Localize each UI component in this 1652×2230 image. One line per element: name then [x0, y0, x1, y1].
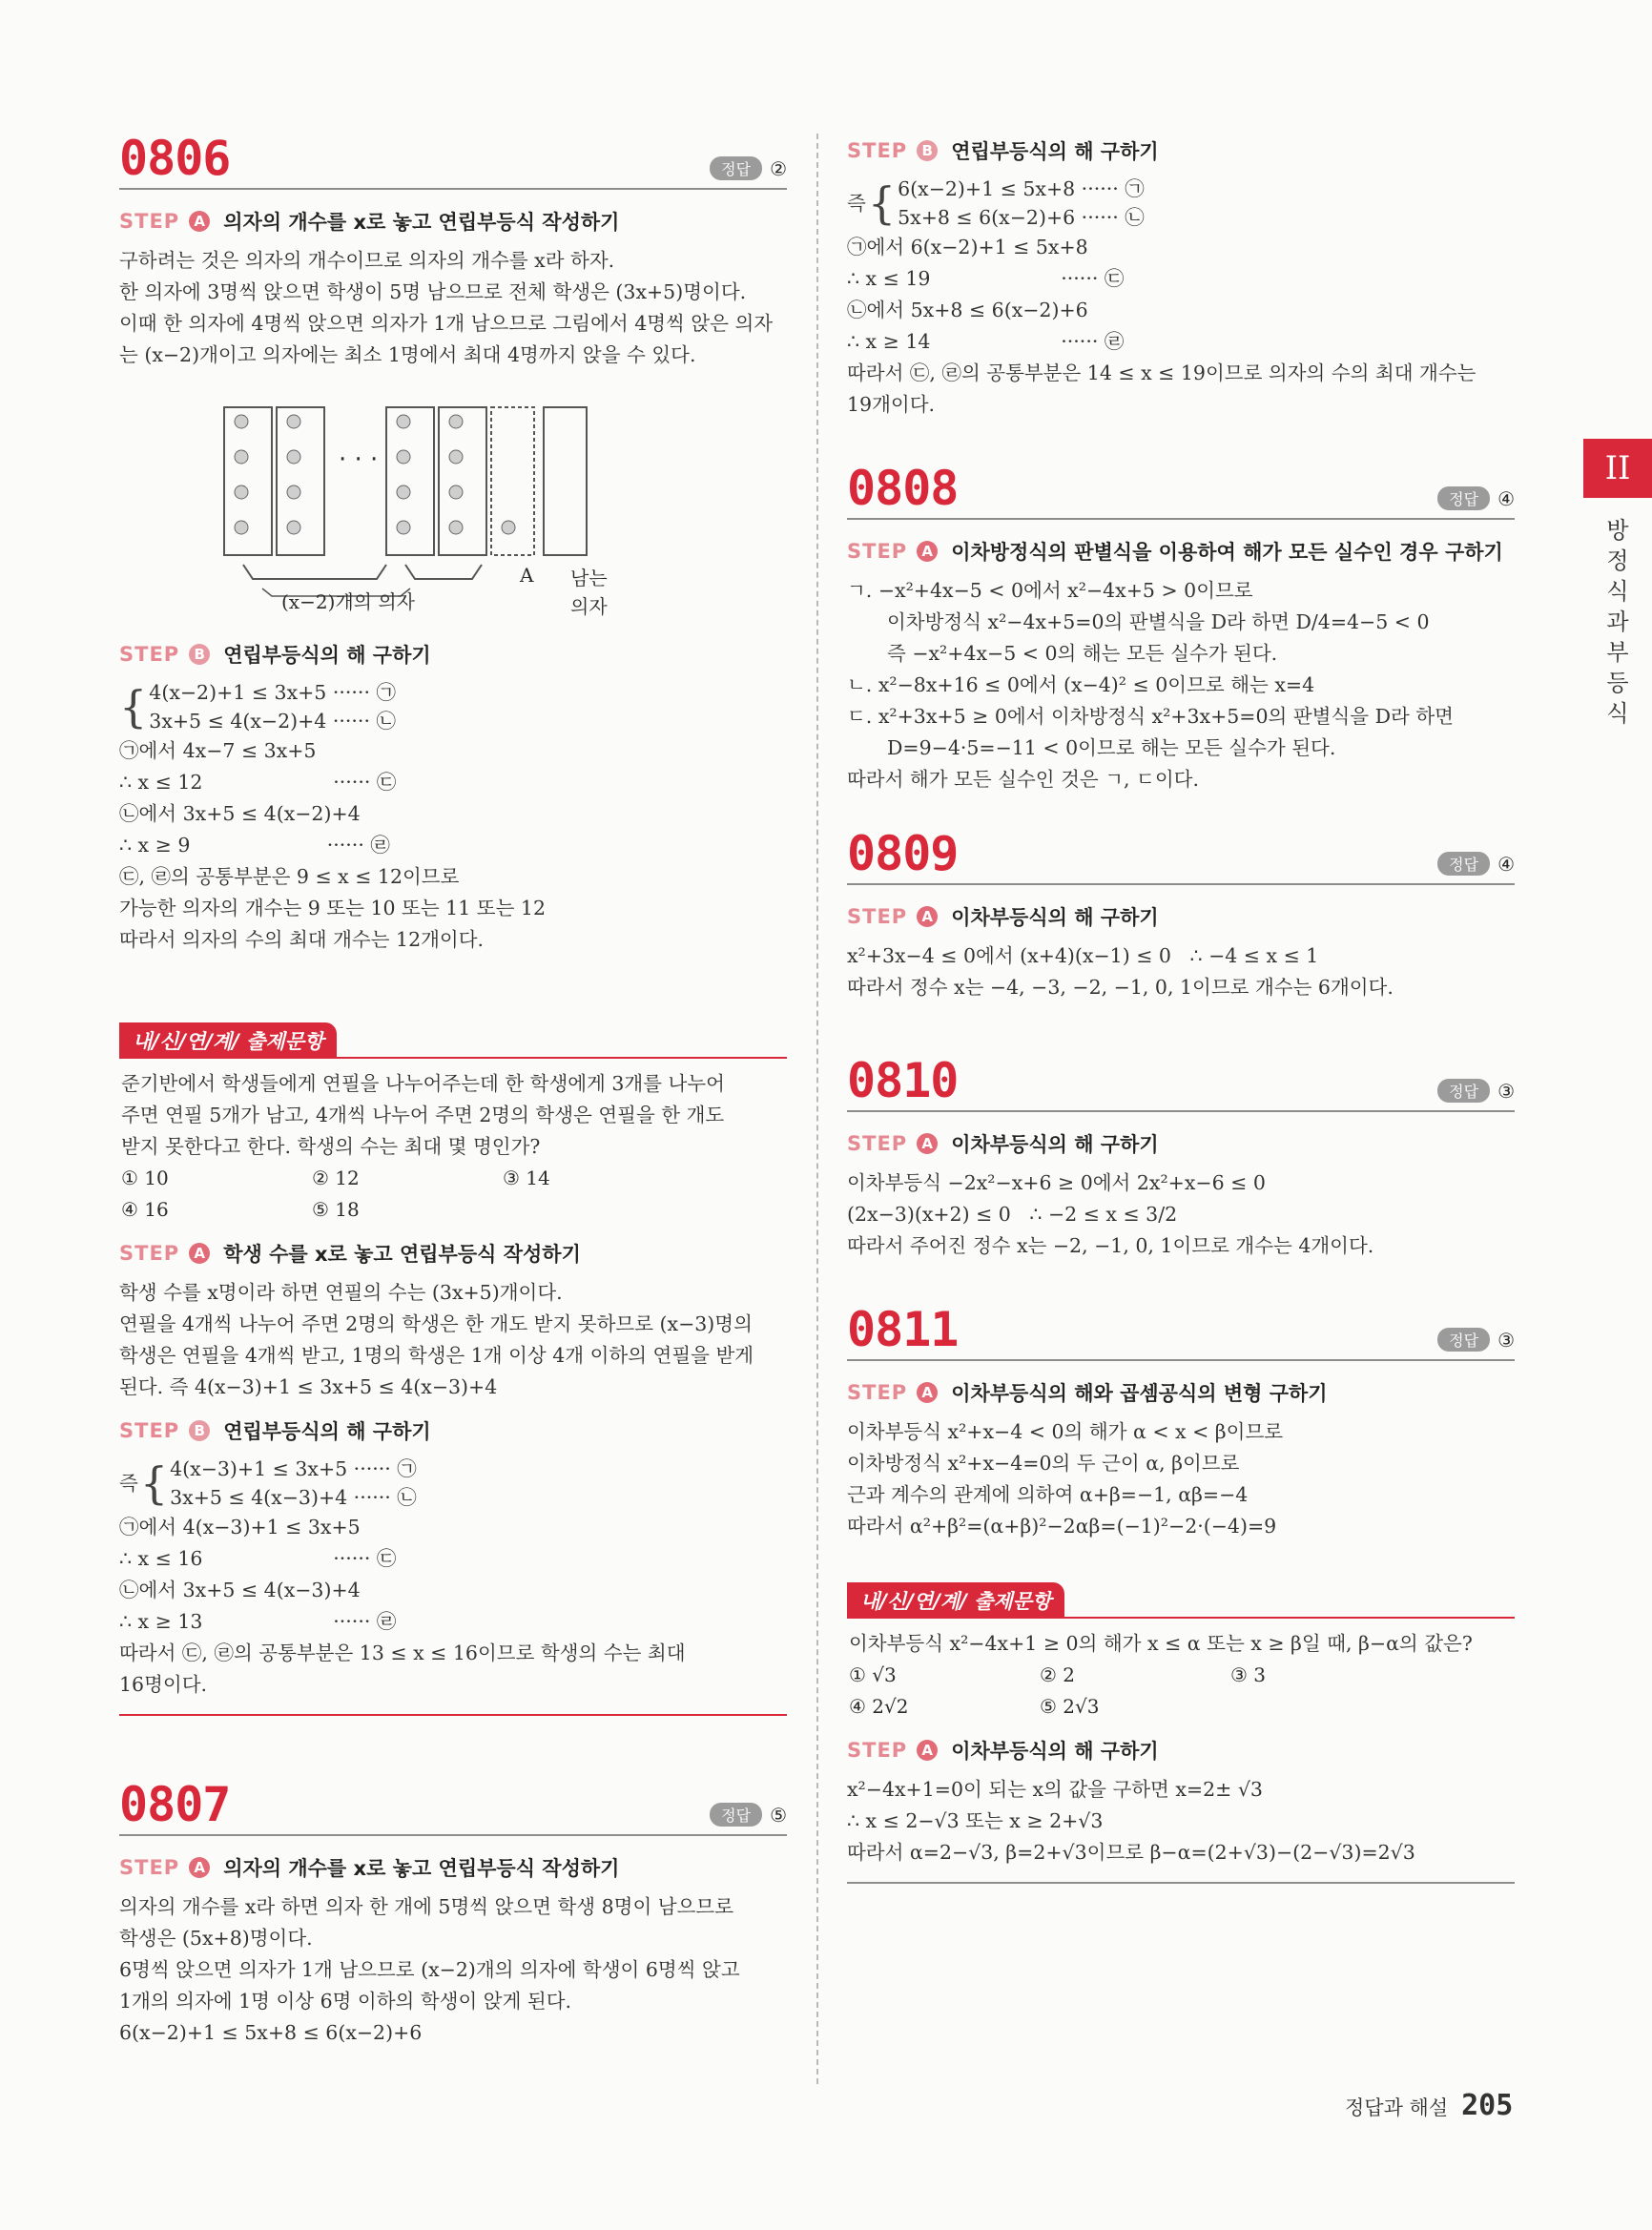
step-a-heading [847, 537, 1515, 566]
text-line: 이차방정식 x²−4x+5=0의 판별식을 D라 하면 D/4=4−5 < 0 [887, 610, 1430, 633]
solution-text [119, 735, 787, 956]
text-line: 학생은 연필을 4개씩 받고, 1명의 학생은 1개 이상 4개 이하의 연필을 받게 [119, 1344, 754, 1367]
text-line: ∴ x ≥ 14 ······ ㉣ [847, 330, 1125, 353]
text-line: 즉 −x²+4x−5 < 0의 해는 모든 실수가 된다. [887, 642, 1278, 665]
step-tag: STEP [119, 1242, 180, 1265]
text-line: 따라서 의자의 수의 최대 개수는 12개이다. [119, 928, 485, 951]
choice: ⑤ 2√3 [1040, 1695, 1100, 1718]
question-line: 받지 못한다고 한다. 학생의 수는 최대 몇 명인가? [121, 1135, 541, 1158]
related-question [119, 1068, 787, 1226]
solution-text [119, 1277, 787, 1403]
answer [710, 1803, 787, 1827]
problem-header-0811 [847, 1300, 1515, 1361]
text-line: 학생은 (5x+8)명이다. [119, 1927, 313, 1950]
solution-text [119, 1891, 787, 2049]
problem-number: 0806 [119, 131, 231, 186]
text-line: ㉡에서 3x+5 ≤ 4(x−3)+4 [119, 1579, 361, 1601]
page-footer [1345, 2089, 1513, 2122]
step-tag: STEP [847, 905, 908, 928]
answer [1437, 852, 1515, 876]
step-a-heading [119, 1853, 787, 1882]
step-letter-icon: A [189, 211, 210, 232]
system-line: 3x+5 ≤ 4(x−3)+4 ······ ㉡ [170, 1486, 417, 1509]
problem-header-0808 [847, 459, 1515, 520]
system-line: 3x+5 ≤ 4(x−2)+4 ······ ㉡ [149, 710, 396, 733]
step-a-heading [847, 1378, 1515, 1407]
choices [121, 1163, 787, 1226]
inequality-system [847, 175, 1515, 232]
answer-badge: 정답 [1437, 1079, 1490, 1103]
step-a-heading [847, 1736, 1515, 1765]
step-title: 의자의 개수를 x로 놓고 연립부등식 작성하기 [223, 1857, 620, 1880]
answer-value: ④ [1497, 486, 1515, 510]
step-tag: STEP [119, 1856, 180, 1879]
brace-icon: { [119, 681, 148, 733]
text-line: 따라서 주어진 정수 x는 −2, −1, 0, 1이므로 개수는 4개이다. [847, 1234, 1374, 1257]
text-line: ㄷ. x²+3x+5 ≥ 0에서 이차방정식 x²+3x+5=0의 판별식을 D라 하면 [847, 705, 1454, 728]
step-title: 의자의 개수를 x로 놓고 연립부등식 작성하기 [223, 211, 620, 234]
step-b-heading [119, 640, 787, 669]
answer [1437, 486, 1515, 510]
text-line: 학생 수를 x명이라 하면 연필의 수는 (3x+5)개이다. [119, 1281, 563, 1304]
answer-badge: 정답 [710, 1803, 762, 1827]
step-tag: STEP [847, 1739, 908, 1762]
solution-text [847, 940, 1515, 1003]
text-line: ㉠에서 6(x−2)+1 ≤ 5x+8 [847, 236, 1088, 258]
choice: ④ 16 [121, 1198, 169, 1221]
step-title: 연립부등식의 해 구하기 [951, 140, 1159, 163]
answer-badge: 정답 [1437, 486, 1490, 510]
step-tag: STEP [847, 1132, 908, 1155]
step-title: 이차부등식의 해 구하기 [951, 1133, 1159, 1156]
solution-text [847, 1416, 1515, 1542]
text-line: 따라서 정수 x는 −4, −3, −2, −1, 0, 1이므로 개수는 6개이다. [847, 976, 1394, 999]
step-title: 이차부등식의 해와 곱셈공식의 변형 구하기 [951, 1382, 1328, 1405]
text-line: D=9−4·5=−11 < 0이므로 해는 모든 실수가 된다. [887, 736, 1336, 759]
text-line: 한 의자에 3명씩 앉으면 학생이 5명 남으므로 전체 학생은 (3x+5)명이다. [119, 280, 747, 303]
step-a-heading [847, 902, 1515, 931]
step-tag: STEP [119, 643, 180, 666]
answer-value: ③ [1497, 1328, 1515, 1352]
text-line: 근과 계수의 관계에 의하여 α+β=−1, αβ=−4 [847, 1483, 1249, 1506]
step-a-heading [119, 207, 787, 236]
choice: ② 2 [1040, 1663, 1076, 1686]
text-line: ㄱ. −x²+4x−5 < 0에서 x²−4x+5 > 0이므로 [847, 579, 1253, 602]
related-question-label: 내/신/연/계/ 출제문항 [119, 1022, 337, 1059]
text-line: 19개이다. [847, 393, 936, 416]
inequality-system [119, 678, 787, 735]
choice: ① √3 [849, 1663, 897, 1686]
choice: ④ 2√2 [849, 1695, 909, 1718]
text-line: ∴ x ≤ 2−√3 또는 x ≥ 2+√3 [847, 1809, 1104, 1832]
step-title: 이차부등식의 해 구하기 [951, 906, 1159, 929]
text-line: 이차부등식 x²+x−4 < 0의 해가 α < x < β이므로 [847, 1420, 1284, 1443]
step-tag: STEP [119, 210, 180, 233]
chapter-title: 방정식과 부등식 [1606, 517, 1629, 727]
solution-text [119, 245, 787, 371]
problem-header-0809 [847, 824, 1515, 885]
step-letter-icon: A [917, 541, 938, 562]
solution-text [847, 575, 1515, 795]
step-title: 이차방정식의 판별식을 이용하여 해가 모든 실수인 경우 구하기 [951, 541, 1503, 564]
choice: ② 12 [312, 1167, 360, 1189]
choice: ③ 14 [503, 1167, 550, 1189]
solution-text [119, 1512, 787, 1701]
step-letter-icon: A [917, 906, 938, 927]
text-line: ㉠에서 4x−7 ≤ 3x+5 [119, 739, 317, 762]
step-title: 연립부등식의 해 구하기 [223, 644, 431, 667]
figure-caption: (x−2)개의 의자 [281, 590, 416, 613]
problem-number: 0810 [847, 1053, 959, 1108]
text-line: 따라서 ㉢, ㉣의 공통부분은 13 ≤ x ≤ 16이므로 학생의 수는 최대 [119, 1642, 686, 1664]
answer-value: ② [770, 156, 787, 180]
text-line: x²+3x−4 ≤ 0에서 (x+4)(x−1) ≤ 0 ∴ −4 ≤ x ≤ 1 [847, 944, 1319, 967]
problem-number: 0811 [847, 1302, 959, 1357]
step-tag: STEP [847, 540, 908, 563]
step-tag: STEP [847, 1381, 908, 1404]
step-title: 연립부등식의 해 구하기 [223, 1420, 431, 1443]
text-line: 6(x−2)+1 ≤ 5x+8 ≤ 6(x−2)+6 [119, 2021, 423, 2044]
step-b-heading [847, 136, 1515, 165]
related-question-header [847, 1582, 1515, 1619]
solution-text [847, 232, 1515, 421]
left-column [119, 129, 787, 2049]
step-title: 학생 수를 x로 놓고 연립부등식 작성하기 [223, 1243, 581, 1266]
text-line: 6명씩 앉으면 의자가 1개 남으므로 (x−2)개의 의자에 학생이 6명씩 앉고 [119, 1958, 740, 1981]
question-line: 준기반에서 학생들에게 연필을 나누어주는데 한 학생에게 3개를 나누어 [121, 1072, 725, 1095]
text-line: 따라서 ㉢, ㉣의 공통부분은 14 ≤ x ≤ 19이므로 의자의 수의 최대 개수는 [847, 361, 1476, 384]
text-line: ㉡에서 3x+5 ≤ 4(x−2)+4 [119, 802, 361, 825]
answer-badge: 정답 [1437, 1328, 1490, 1352]
system-line: 6(x−2)+1 ≤ 5x+8 ······ ㉠ [898, 177, 1145, 200]
brace-icon: { [139, 1457, 169, 1509]
text-line: 1개의 의자에 1명 이상 6명 이하의 학생이 앉게 된다. [119, 1990, 572, 2013]
text-line: 따라서 해가 모든 실수인 것은 ㄱ, ㄷ이다. [847, 768, 1199, 791]
text-line: 구하려는 것은 의자의 개수이므로 의자의 개수를 x라 하자. [119, 249, 615, 272]
text-line: ㉢, ㉣의 공통부분은 9 ≤ x ≤ 12이므로 [119, 865, 460, 888]
step-tag: STEP [847, 139, 908, 162]
answer-value: ③ [1497, 1079, 1515, 1103]
answer-value: ⑤ [770, 1803, 787, 1827]
problem-number: 0807 [119, 1777, 231, 1832]
column-divider [816, 134, 818, 2084]
answer-value: ④ [1497, 852, 1515, 876]
related-question-label: 내/신/연/계/ 출제문항 [847, 1582, 1064, 1619]
chairs-figure [205, 388, 653, 627]
step-a-heading [119, 1239, 787, 1268]
text-line: ㉠에서 4(x−3)+1 ≤ 3x+5 [119, 1516, 361, 1538]
question-line: 주면 연필 5개가 남고, 4개씩 나누어 주면 2명의 학생은 연필을 한 개도 [121, 1104, 725, 1126]
answer [1437, 1079, 1515, 1103]
figure-label-line: 남는 [570, 567, 608, 589]
step-letter-icon: A [189, 1857, 210, 1878]
text-line: ∴ x ≥ 13 ······ ㉣ [119, 1610, 397, 1633]
solution-text [847, 1167, 1515, 1262]
figure-label-a: A [520, 564, 534, 587]
choice: ⑤ 18 [312, 1198, 360, 1221]
step-tag: STEP [119, 1419, 180, 1442]
step-letter-icon: B [189, 644, 210, 665]
step-letter-icon: B [917, 140, 938, 161]
text-line: ∴ x ≥ 9 ······ ㉣ [119, 834, 390, 857]
step-letter-icon: B [189, 1420, 210, 1441]
page-number: 205 [1461, 2089, 1514, 2122]
related-question [847, 1628, 1515, 1723]
text-line: x²−4x+1=0이 되는 x의 값을 구하면 x=2± √3 [847, 1778, 1263, 1801]
text-line: 연필을 4개씩 나누어 주면 2명의 학생은 한 개도 받지 못하므로 (x−3)명의 [119, 1312, 753, 1335]
step-a-heading [847, 1129, 1515, 1158]
text-line: (2x−3)(x+2) ≤ 0 ∴ −2 ≤ x ≤ 3/2 [847, 1203, 1178, 1226]
text-line: ∴ x ≤ 16 ······ ㉢ [119, 1547, 397, 1570]
system-prefix: 즉 [119, 1471, 138, 1495]
problem-number: 0809 [847, 826, 959, 881]
problem-header-0810 [847, 1051, 1515, 1112]
step-b-heading [119, 1416, 787, 1445]
figure-label-remaining [570, 564, 608, 621]
ellipsis: · · · [339, 445, 379, 474]
problem-number: 0808 [847, 461, 959, 516]
text-line: 는 (x−2)개이고 의자에는 최소 1명에서 최대 4명까지 앉을 수 있다. [119, 343, 696, 366]
step-letter-icon: A [917, 1740, 938, 1761]
right-column [847, 129, 1515, 1884]
system-prefix: 즉 [847, 191, 866, 215]
related-question-header [119, 1022, 787, 1059]
text-line: 따라서 α²+β²=(α+β)²−2αβ=(−1)²−2·(−4)=9 [847, 1515, 1277, 1538]
choice: ① 10 [121, 1167, 169, 1189]
step-letter-icon: A [189, 1243, 210, 1264]
text-line: 된다. 즉 4(x−3)+1 ≤ 3x+5 ≤ 4(x−3)+4 [119, 1375, 498, 1398]
text-line: ㉡에서 5x+8 ≤ 6(x−2)+6 [847, 299, 1088, 321]
section-separator [847, 1882, 1515, 1884]
choices [849, 1660, 1515, 1723]
system-line: 5x+8 ≤ 6(x−2)+6 ······ ㉡ [898, 206, 1145, 229]
text-line: 이차부등식 −2x²−x+6 ≥ 0에서 2x²+x−6 ≤ 0 [847, 1171, 1266, 1194]
step-title: 이차부등식의 해 구하기 [951, 1740, 1159, 1763]
text-line: 가능한 의자의 개수는 9 또는 10 또는 11 또는 12 [119, 897, 546, 919]
text-line: ∴ x ≤ 19 ······ ㉢ [847, 267, 1125, 290]
choice: ③ 3 [1230, 1663, 1267, 1686]
text-line: ㄴ. x²−8x+16 ≤ 0에서 (x−4)² ≤ 0이므로 해는 x=4 [847, 673, 1315, 696]
problem-header-0806 [119, 129, 787, 190]
step-letter-icon: A [917, 1133, 938, 1154]
chapter-tab: II [1583, 439, 1652, 498]
solution-text [847, 1774, 1515, 1869]
text-line: ∴ x ≤ 12 ······ ㉢ [119, 771, 397, 794]
answer-badge: 정답 [710, 156, 762, 180]
answer [710, 156, 787, 180]
problem-header-0807 [119, 1775, 787, 1836]
step-letter-icon: A [917, 1382, 938, 1403]
text-line: 의자의 개수를 x라 하면 의자 한 개에 5명씩 앉으면 학생 8명이 남으므로 [119, 1895, 734, 1918]
brace-icon: { [867, 177, 897, 229]
figure-label-line: 의자 [570, 595, 608, 618]
inequality-system [119, 1455, 787, 1512]
system-line: 4(x−3)+1 ≤ 3x+5 ······ ㉠ [170, 1457, 417, 1480]
text-line: 따라서 α=2−√3, β=2+√3이므로 β−α=(2+√3)−(2−√3)=2√3 [847, 1841, 1415, 1864]
text-line: 이차방정식 x²+x−4=0의 두 근이 α, β이므로 [847, 1452, 1240, 1475]
text-line: 이때 한 의자에 4명씩 앉으면 의자가 1개 남으므로 그림에서 4명씩 앉은 의자 [119, 312, 774, 335]
answer [1437, 1328, 1515, 1352]
answer-badge: 정답 [1437, 852, 1490, 876]
footer-label: 정답과 해설 [1345, 2096, 1449, 2119]
system-line: 4(x−2)+1 ≤ 3x+5 ······ ㉠ [149, 681, 396, 704]
text-line: 16명이다. [119, 1673, 208, 1696]
question-line: 이차부등식 x²−4x+1 ≥ 0의 해가 x ≤ α 또는 x ≥ β일 때, β−α의 값은? [849, 1632, 1473, 1655]
